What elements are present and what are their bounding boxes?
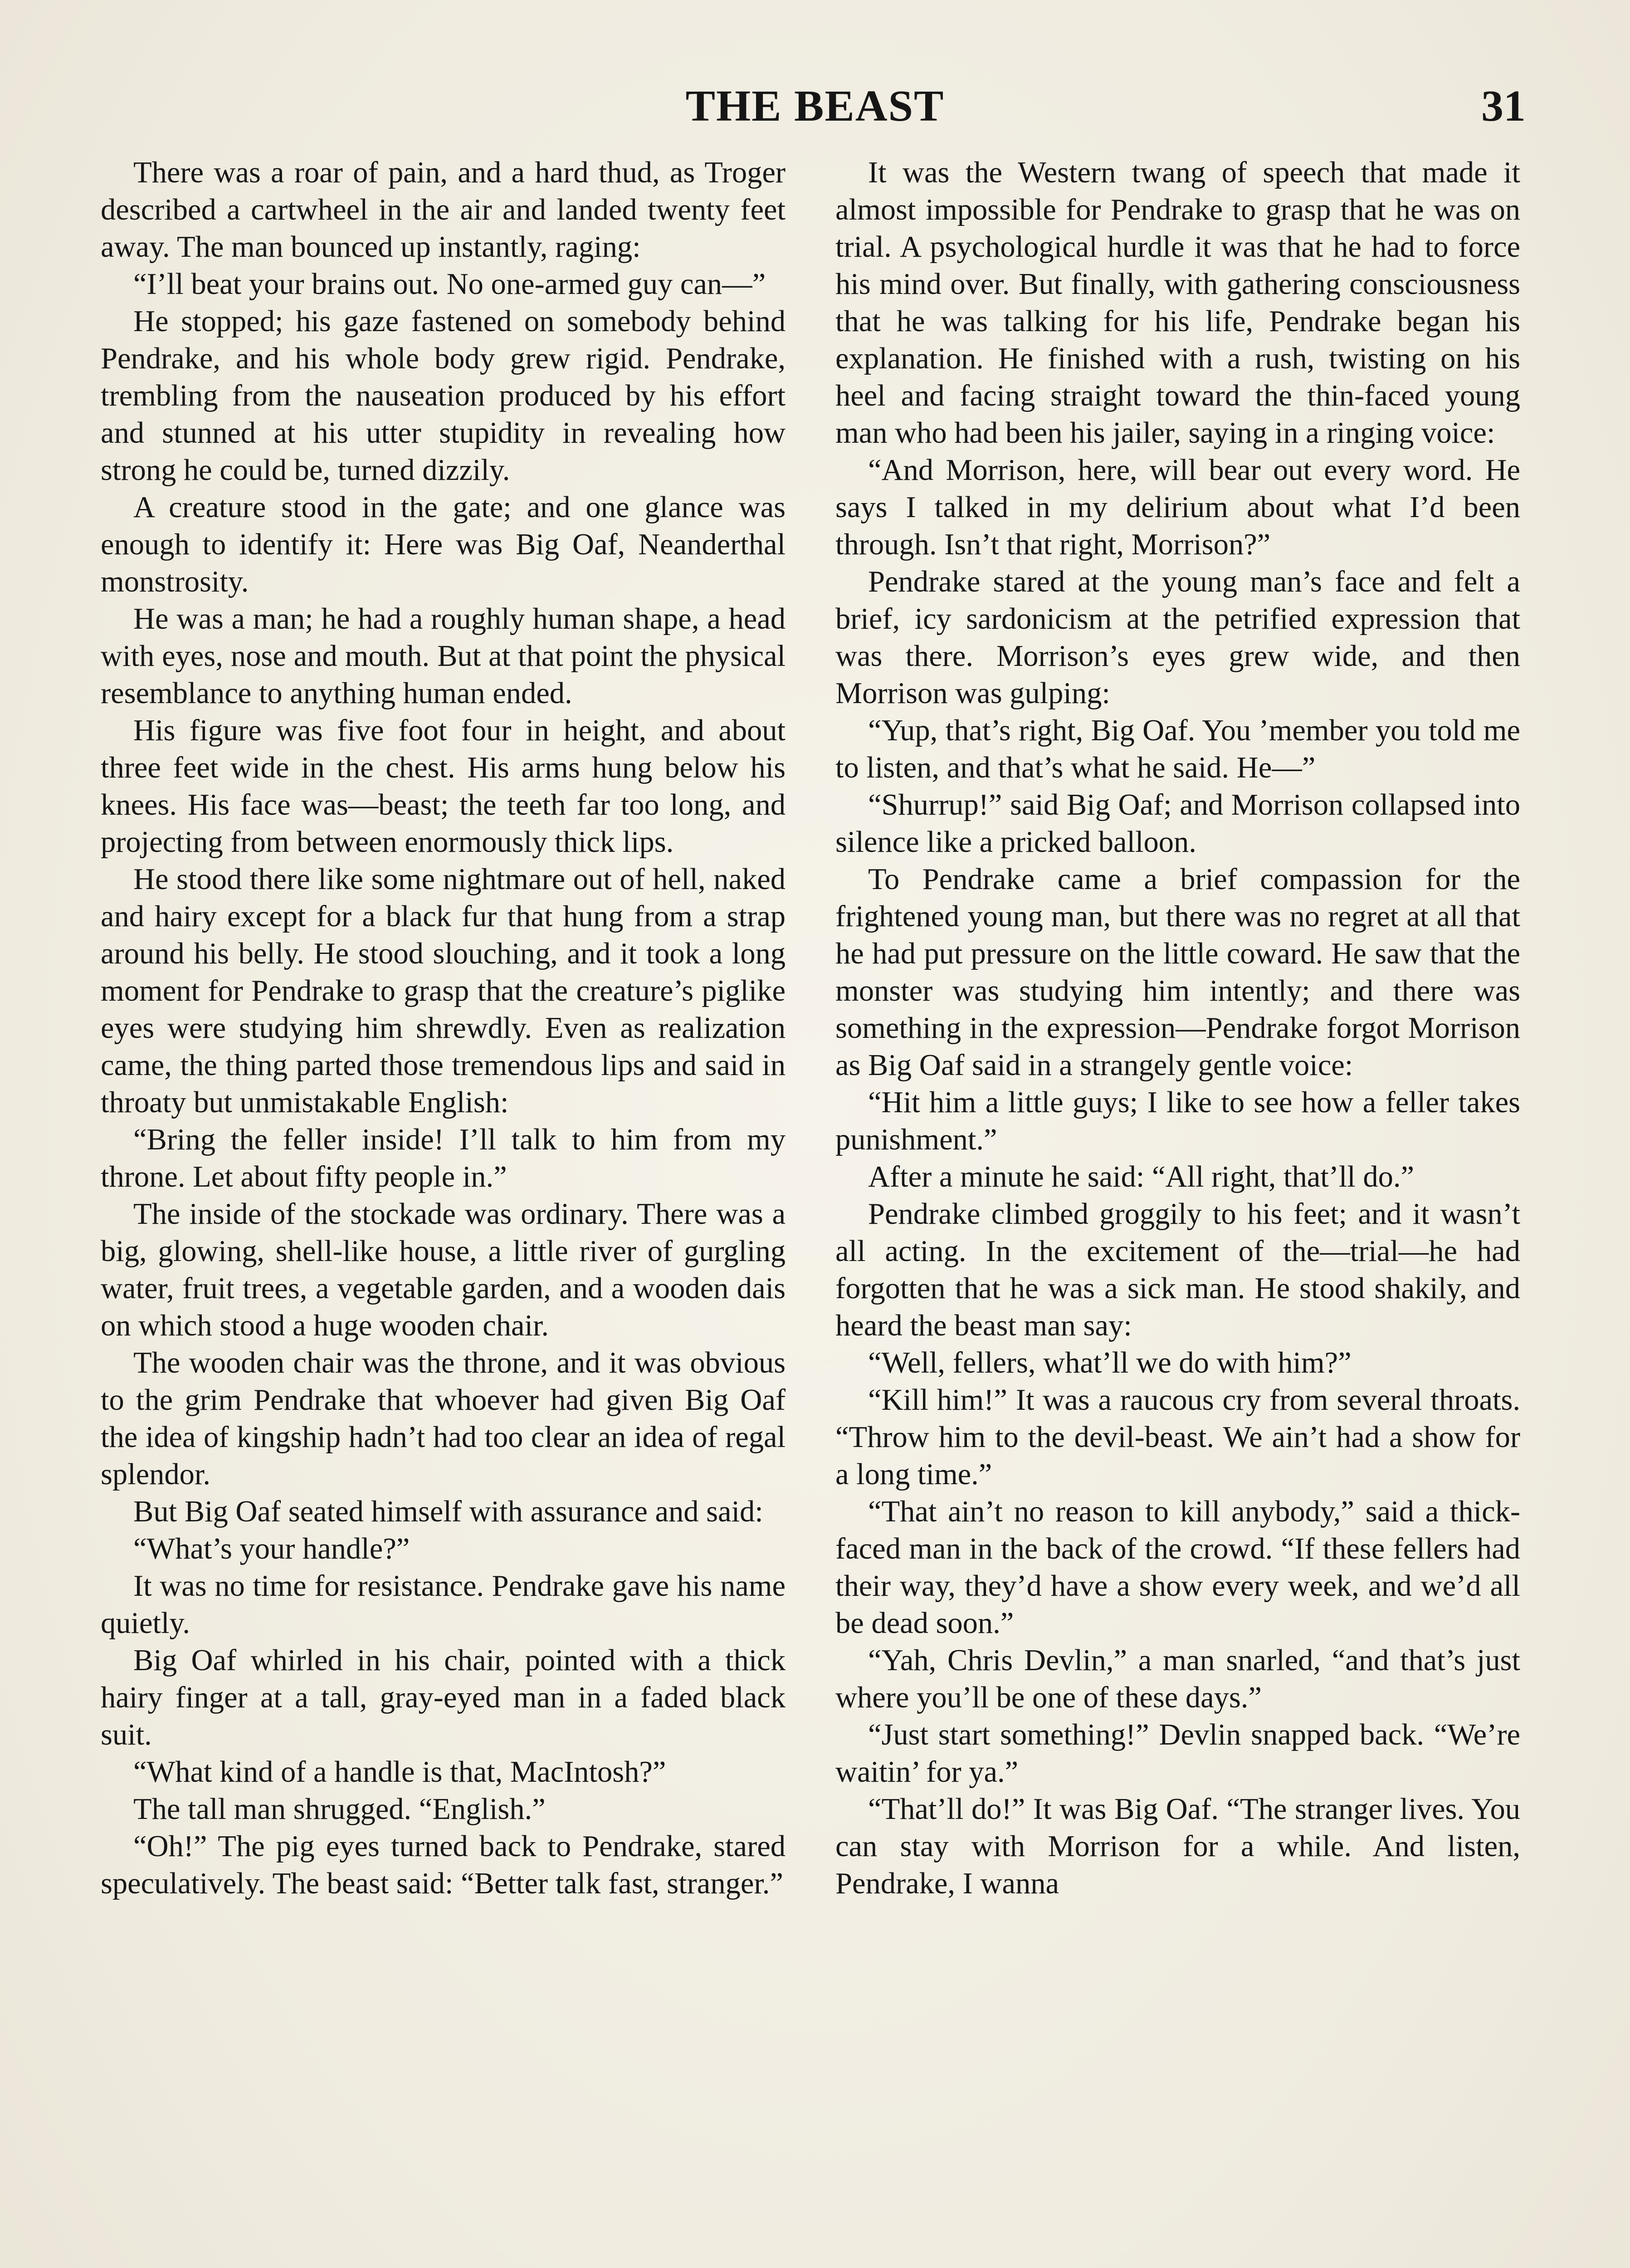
paragraph: The tall man shrugged. “English.” bbox=[133, 1793, 546, 1826]
left-column bbox=[101, 154, 786, 1902]
paragraph: It was no time for resistance. Pendrake gave his name quietly. bbox=[101, 1569, 786, 1640]
paragraph: “What’s your handle?” bbox=[133, 1532, 410, 1565]
paragraph: “Well, fellers, what’ll we do with him?” bbox=[868, 1346, 1352, 1379]
paragraph: The wooden chair was the throne, and it was obvious to the grim Pendrake that whoever had given Big Oaf the idea of kingship hadn’t had too clear an idea of regal splendor. bbox=[101, 1346, 786, 1491]
paragraph: “Yah, Chris Devlin,” a man snarled, “and that’s just where you’ll be one of these days.” bbox=[835, 1644, 1520, 1714]
paragraph: “That ain’t no reason to kill anybody,” said a thick-faced man in the back of the crowd. “If these fellers had their way, they’d have a show every week, and we’d all be dead soon.” bbox=[835, 1495, 1520, 1640]
paragraph: “What kind of a handle is that, MacIntosh?” bbox=[133, 1755, 666, 1789]
paragraph: His figure was five foot four in height, and about three feet wide in the chest. His arms hung below his knees. His face was—beast; the teeth far too long, and projecting from between enormously thick lips. bbox=[101, 714, 786, 859]
paragraph: It was the Western twang of speech that made it almost impossible for Pendrake to grasp that he was on trial. A psychological hurdle it was that he had to force his mind over. But finally, with gathering consciousness that he was talking for his life, Pendrake began his explanation. He finished with a rush, twisting on his heel and facing straight toward the thin-faced young man who had been his jailer, saying in a ringing voice: bbox=[835, 156, 1520, 450]
paragraph: “Just start something!” Devlin snapped back. “We’re waitin’ for ya.” bbox=[835, 1718, 1520, 1789]
paragraph: After a minute he said: “All right, that’ll do.” bbox=[868, 1160, 1415, 1193]
paragraph: “Kill him!” It was a raucous cry from several throats. “Throw him to the devil-beast. We ain’t had a show for a long time.” bbox=[835, 1383, 1520, 1491]
paragraph: “And Morrison, here, will bear out every word. He says I talked in my delirium about what I’d been through. Isn’t that right, Morrison?” bbox=[835, 454, 1520, 561]
paragraph: “That’ll do!” It was Big Oaf. “The stranger lives. You can stay with Morrison for a while. And listen, Pendrake, I wanna bbox=[835, 1793, 1520, 1900]
running-title: THE BEAST bbox=[685, 82, 945, 131]
paragraph: To Pendrake came a brief compassion for the frightened young man, but there was no regret at all that he had put pressure on the little coward. He saw that the monster was studying him intently; and there was something in the expression—Pendrake forgot Morrison as Big Oaf said in a strangely gentle voice: bbox=[835, 863, 1520, 1082]
paragraph: A creature stood in the gate; and one glance was enough to identify it: Here was Big Oaf, Neanderthal monstrosity. bbox=[101, 491, 786, 598]
paragraph: He stood there like some nightmare out of hell, naked and hairy except for a black fur that hung from a strap around his belly. He stood slouching, and it took a long moment for Pendrake to grasp that the creature’s piglike eyes were studying him shrewdly. Even as realization came, the thing parted those tremendous lips and said in throaty but unmistakable English: bbox=[101, 863, 786, 1119]
paragraph: He was a man; he had a roughly human shape, a head with eyes, nose and mouth. But at that point the physical resemblance to anything human ended. bbox=[101, 602, 786, 710]
page-number: 31 bbox=[1481, 82, 1526, 131]
paragraph: “Yup, that’s right, Big Oaf. You ’member you told me to listen, and that’s what he said. He—” bbox=[835, 714, 1520, 784]
paragraph: But Big Oaf seated himself with assurance and said: bbox=[133, 1495, 763, 1528]
paragraph: Pendrake climbed groggily to his feet; and it wasn’t all acting. In the excitement of the—trial—he had forgotten that he was a sick man. He stood shakily, and heard the beast man say: bbox=[835, 1198, 1520, 1342]
paragraph: “Oh!” The pig eyes turned back to Pendrake, stared speculatively. The beast said: “Better talk fast, stranger.” bbox=[101, 1830, 786, 1900]
paragraph: He stopped; his gaze fastened on somebody behind Pendrake, and his whole body grew rigid. Pendrake, trembling from the nauseation produced by his effort and stunned at his utter stupidity in revealing how strong he could be, turned dizzily. bbox=[101, 305, 786, 487]
paragraph: Big Oaf whirled in his chair, pointed with a thick hairy finger at a tall, gray-eyed man in a faded black suit. bbox=[101, 1644, 786, 1751]
paragraph: There was a roar of pain, and a hard thud, as Troger described a cartwheel in the air and landed twenty feet away. The man bounced up instantly, raging: bbox=[101, 156, 786, 264]
paragraph: “Shurrup!” said Big Oaf; and Morrison collapsed into silence like a pricked balloon. bbox=[835, 788, 1520, 859]
paragraph: Pendrake stared at the young man’s face and felt a brief, icy sardonicism at the petrified expression that was there. Morrison’s eyes grew wide, and then Morrison was gulping: bbox=[835, 565, 1520, 710]
paragraph: The inside of the stockade was ordinary. There was a big, glowing, shell-like house, a little river of gurgling water, fruit trees, a vegetable garden, and a wooden dais on which stood a huge wooden chair. bbox=[101, 1198, 786, 1342]
paragraph: “Hit him a little guys; I like to see how a feller takes punishment.” bbox=[835, 1086, 1520, 1156]
right-column bbox=[835, 154, 1520, 1902]
paragraph: “Bring the feller inside! I’ll talk to him from my throne. Let about fifty people in.” bbox=[101, 1123, 786, 1193]
paragraph: “I’ll beat your brains out. No one-armed guy can—” bbox=[133, 268, 766, 301]
